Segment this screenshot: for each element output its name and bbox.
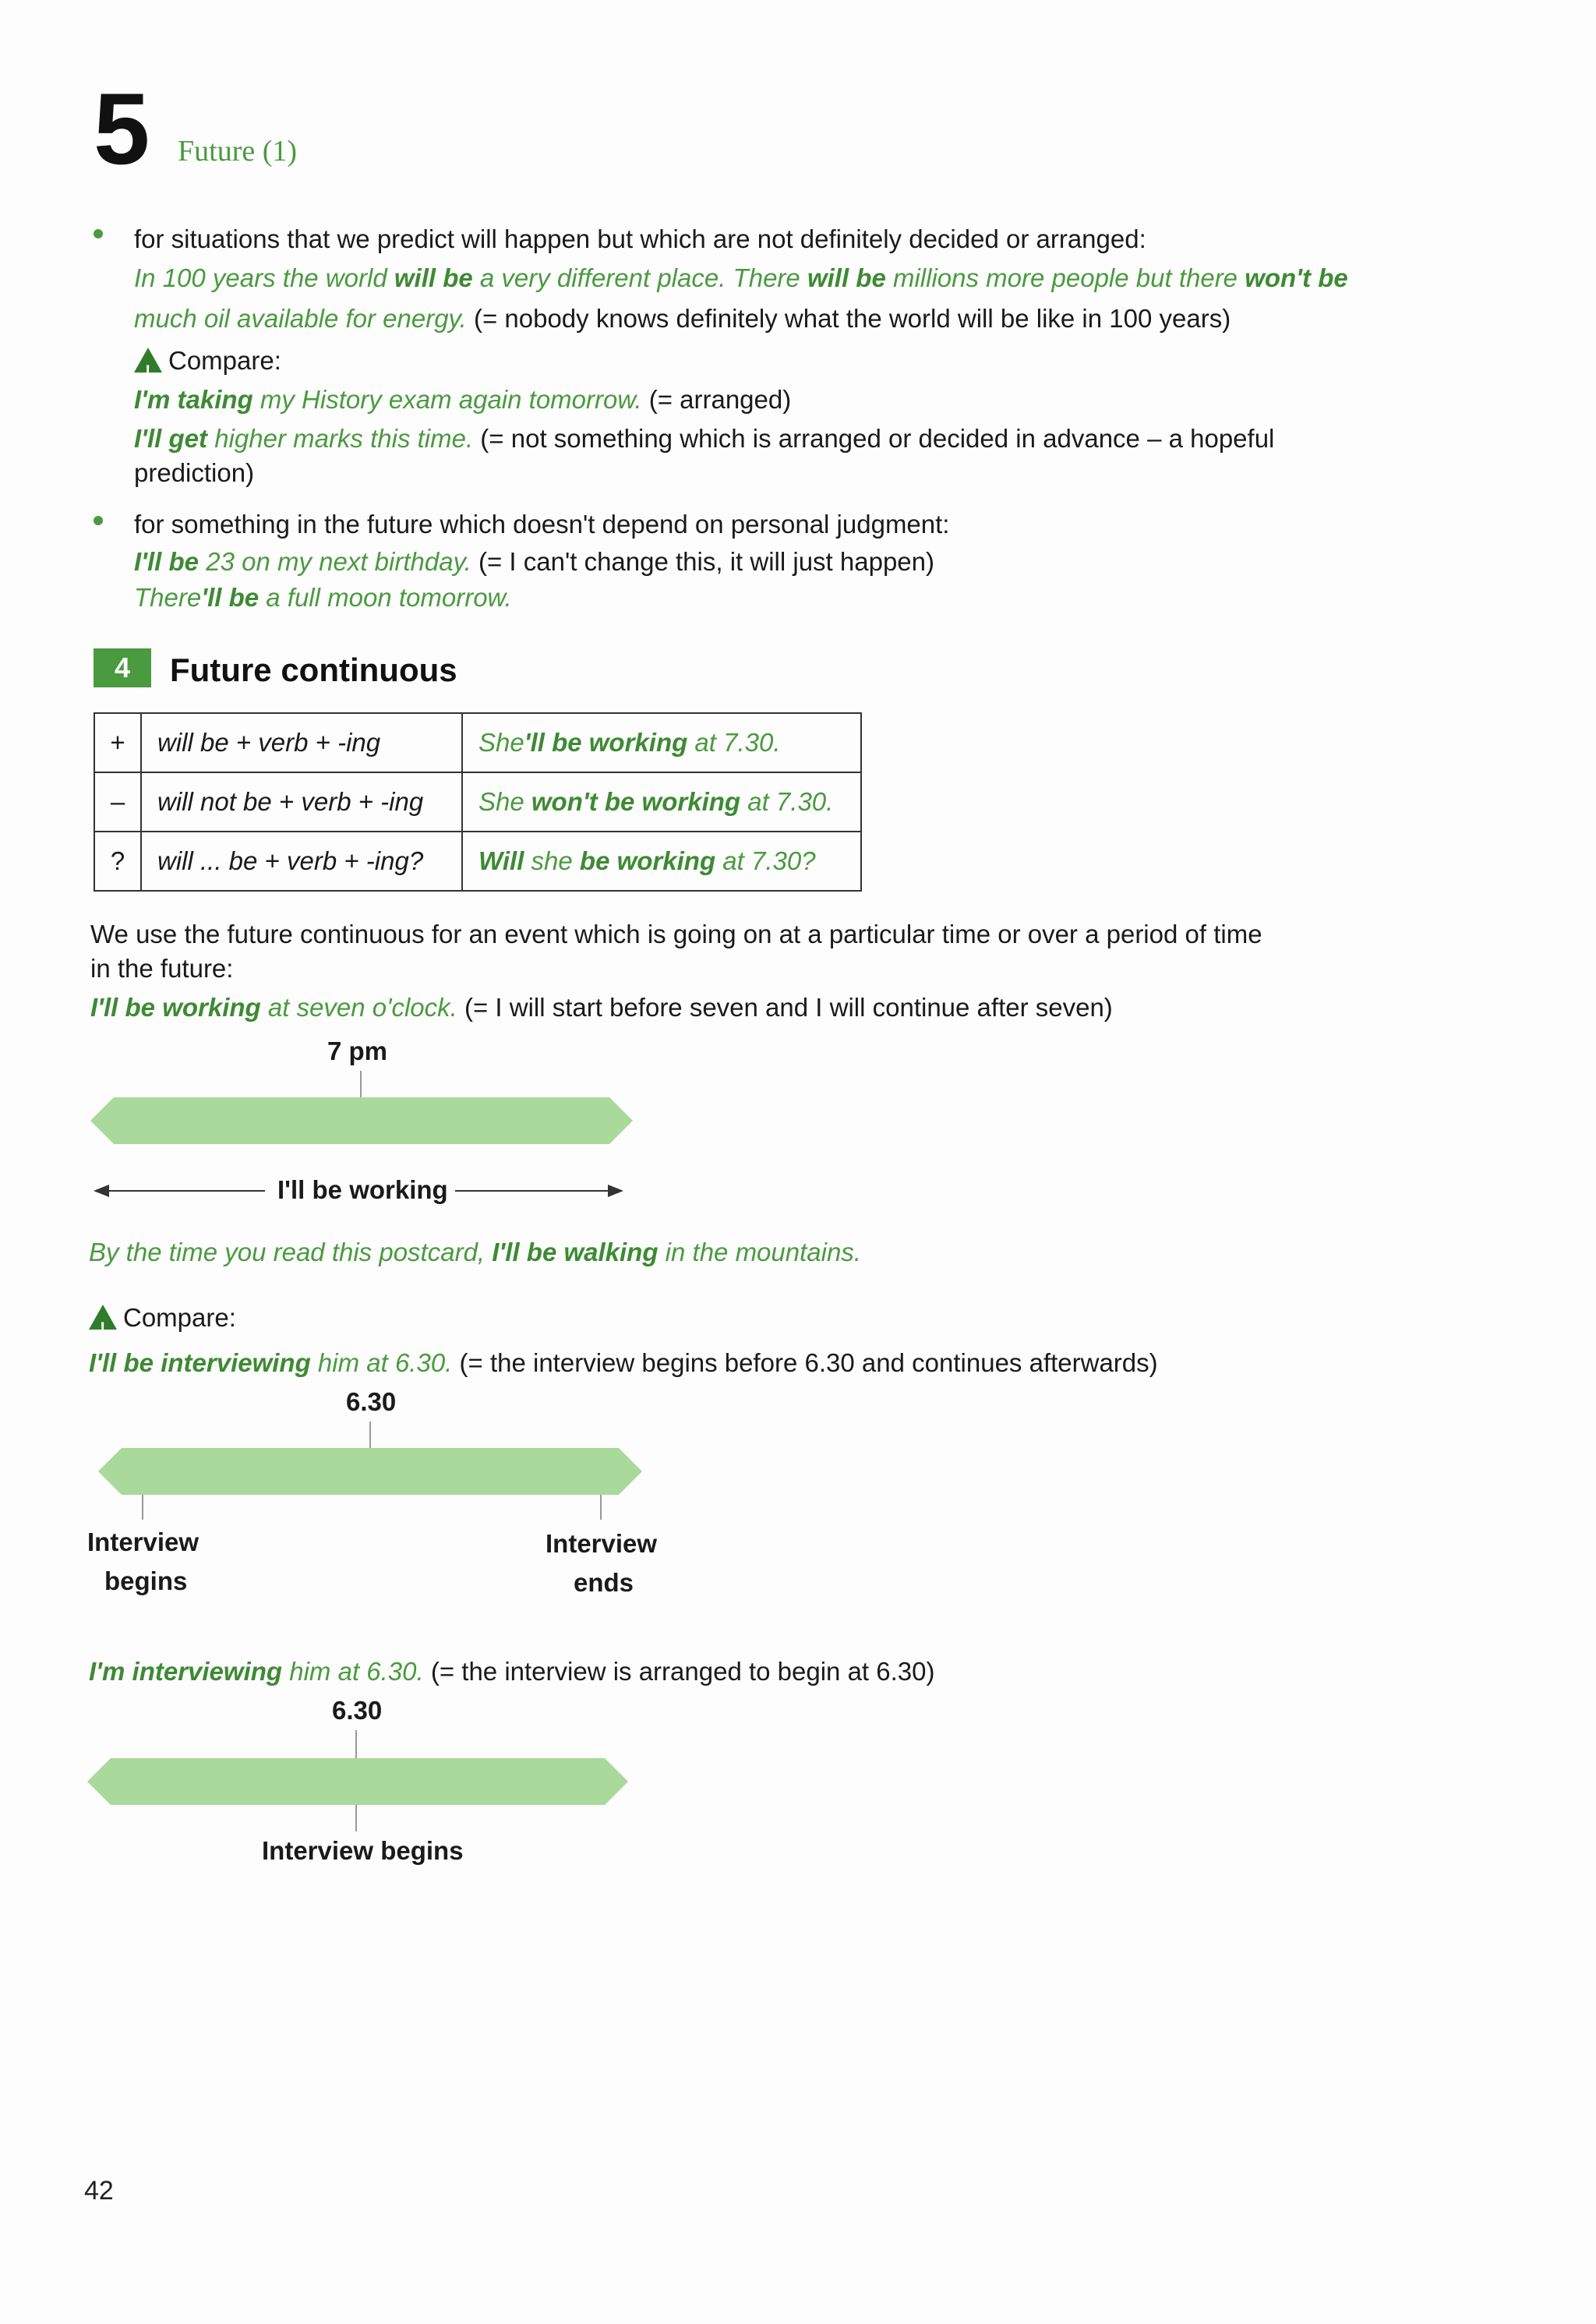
- example-highlight: I'm taking: [134, 385, 253, 414]
- table-row: [94, 832, 861, 891]
- example-sentence: [89, 1344, 1158, 1383]
- timeline-tick: [600, 1495, 602, 1520]
- table-row: [94, 772, 861, 832]
- example-text: much oil available for energy.: [134, 304, 467, 333]
- example-highlight: will be: [807, 263, 886, 292]
- page-number: 42: [84, 2176, 114, 2206]
- example-sentence: [134, 259, 1348, 298]
- timeline-end-label: Interview: [546, 1529, 658, 1558]
- example-text: 23 on my next birthday.: [199, 547, 471, 576]
- example-highlight: I'm interviewing: [89, 1657, 283, 1686]
- example-sentence: [89, 1233, 861, 1272]
- example-sentence: [134, 299, 1231, 338]
- example-highlight: I'll be working: [90, 993, 261, 1022]
- compare-label: Compare:: [123, 1303, 236, 1332]
- example-highlight: I'll be interviewing: [89, 1348, 311, 1377]
- table-row: [94, 713, 861, 772]
- example-text: she: [524, 846, 580, 875]
- example-note: (= I will start before seven and I will continue after seven): [457, 993, 1113, 1022]
- section-title: Future continuous: [170, 652, 457, 688]
- warning-icon: [89, 1305, 117, 1330]
- example-sentence: [134, 380, 791, 419]
- example-highlight: won't be working: [531, 787, 741, 816]
- example-note: (= arranged): [641, 385, 792, 414]
- example-text: a very different place. There: [472, 263, 807, 292]
- table-cell-form: will be + verb + -ing: [141, 713, 462, 772]
- table-cell-example: [462, 772, 861, 832]
- example-note: (= not something which is arranged or decided in advance – a hopeful: [473, 424, 1275, 453]
- example-text: In 100 years the world: [134, 263, 394, 292]
- arrow-right-icon: [608, 1185, 623, 1197]
- timeline-tick: [360, 1071, 362, 1097]
- compare-heading: [89, 1298, 236, 1337]
- example-note: (= nobody knows definitely what the world will be like in 100 years): [466, 304, 1231, 333]
- arrow-left-icon: [94, 1185, 109, 1197]
- table-cell-form: will ... be + verb + -ing?: [141, 832, 462, 891]
- example-note: (= the interview is arranged to begin at 6.30): [423, 1657, 935, 1686]
- timeline-time-label: 6.30: [346, 1387, 397, 1416]
- usage-text: in the future:: [90, 954, 234, 983]
- table-cell-example: [462, 713, 861, 772]
- usage-text: We use the future continuous for an event which is going on at a particular time or over a period of time: [90, 920, 1262, 948]
- compare-label: Compare:: [168, 346, 281, 375]
- example-text: at 7.30?: [715, 846, 816, 875]
- arrow-line: [108, 1190, 265, 1192]
- table-cell-example: [462, 832, 861, 891]
- timeline-end-label: ends: [574, 1568, 634, 1597]
- compare-heading: [134, 341, 281, 380]
- example-text: higher marks this time.: [207, 424, 474, 453]
- example-highlight: Will: [478, 846, 524, 875]
- timeline-start-label: Interview: [87, 1528, 200, 1556]
- table-cell-form: will not be + verb + -ing: [141, 772, 462, 832]
- example-text: my History exam again tomorrow.: [252, 385, 642, 414]
- timeline-tick: [142, 1495, 143, 1520]
- example-highlight: be working: [579, 846, 716, 875]
- bullet-text: for something in the future which doesn't depend on personal judgment:: [134, 510, 950, 539]
- example-sentence: [134, 419, 1274, 458]
- bullet-dot: [94, 516, 103, 525]
- example-text: By the time you read this postcard,: [89, 1238, 493, 1266]
- timeline-tick: [355, 1730, 357, 1758]
- example-text: millions more people but there: [885, 263, 1245, 292]
- example-highlight: 'll be working: [524, 728, 688, 757]
- example-text: him at 6.30.: [310, 1348, 453, 1377]
- example-text: at 7.30.: [740, 787, 834, 816]
- bullet-text: for situations that we predict will happen but which are not definitely decided or arranged:: [134, 224, 1146, 253]
- example-text: a full moon tomorrow.: [259, 583, 512, 612]
- example-sentence: [89, 1652, 934, 1691]
- warning-icon: [134, 348, 162, 373]
- example-text: There: [134, 583, 202, 612]
- timeline-tick: [355, 1805, 357, 1831]
- example-sentence: [134, 542, 934, 581]
- example-text: at 7.30.: [687, 728, 781, 757]
- example-text: in the mountains.: [658, 1238, 861, 1266]
- example-note-continued: prediction): [134, 458, 255, 487]
- example-highlight: will be: [394, 263, 473, 292]
- chapter-number: 5: [94, 72, 150, 185]
- example-text: She: [478, 787, 531, 816]
- timeline-bar: [90, 1097, 633, 1144]
- example-highlight: I'll be: [134, 547, 200, 576]
- chapter-title: Future (1): [178, 135, 298, 168]
- timeline-tick: [369, 1422, 371, 1448]
- timeline-start-label: begins: [104, 1566, 188, 1595]
- table-cell-symbol: +: [94, 713, 141, 772]
- example-note: (= the interview begins before 6.30 and continues afterwards): [452, 1348, 1158, 1377]
- example-sentence: [90, 988, 1113, 1027]
- timeline-bar: [98, 1448, 642, 1495]
- timeline-time-label: 6.30: [332, 1696, 383, 1725]
- example-note: (= I can't change this, it will just happen): [471, 547, 934, 576]
- example-text: at seven o'clock.: [260, 993, 457, 1022]
- arrow-line: [455, 1190, 609, 1192]
- table-cell-symbol: ?: [94, 832, 141, 891]
- timeline-caption: Interview begins: [262, 1836, 464, 1865]
- grammar-table: [94, 712, 862, 892]
- example-highlight: I'll get: [134, 424, 208, 453]
- example-text: him at 6.30.: [282, 1657, 424, 1686]
- timeline-time-label: 7 pm: [327, 1037, 388, 1065]
- table-cell-symbol: –: [94, 772, 141, 832]
- bullet-dot: [94, 229, 103, 238]
- example-sentence: [134, 578, 512, 617]
- example-highlight: I'll be walking: [492, 1238, 659, 1266]
- example-highlight: 'll be: [201, 583, 260, 612]
- section-number-badge: 4: [94, 648, 151, 687]
- example-text: She: [478, 728, 524, 757]
- example-highlight: won't be: [1245, 263, 1348, 292]
- timeline-caption: I'll be working: [277, 1175, 448, 1204]
- timeline-bar: [87, 1758, 628, 1805]
